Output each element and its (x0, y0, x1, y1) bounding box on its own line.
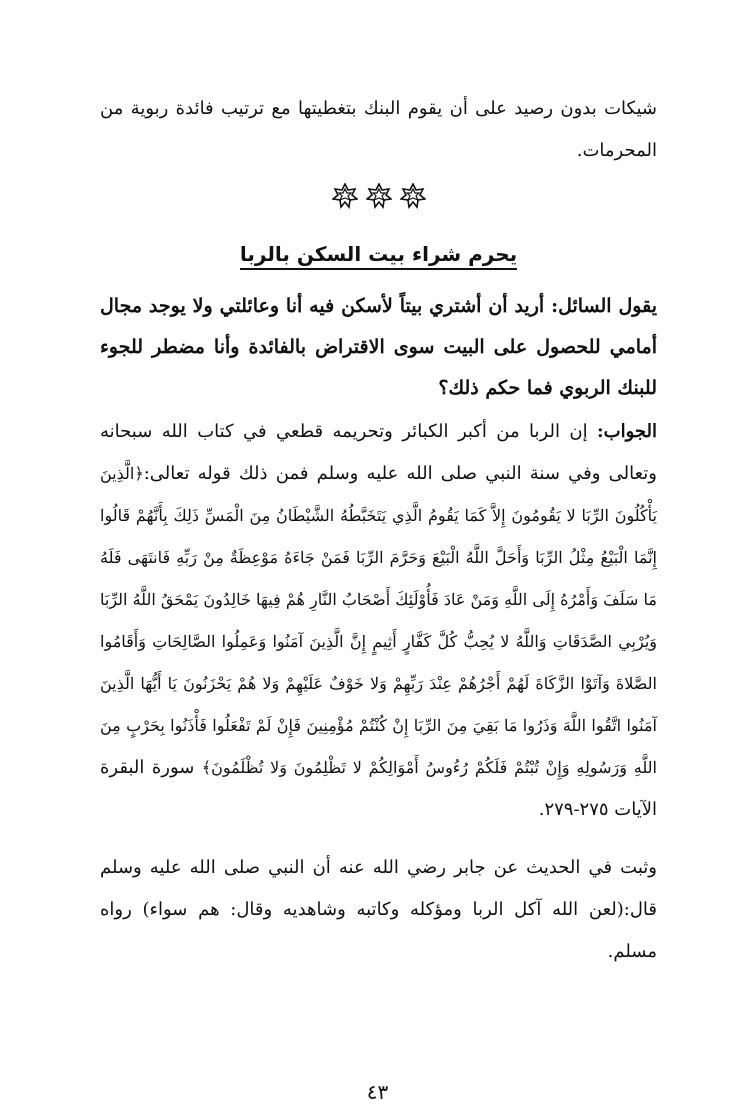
intro-paragraph: شيكات بدون رصيد على أن يقوم البنك بتغطيتها مع ترتيب فائدة ربوية من المحرمات. (100, 98, 657, 161)
answer-intro: إن الربا من أكبر الكبائر وتحريمه قطعي في كتاب الله سبحانه وتعالى وفي سنة النبي صلى الله عليه وسلم فمن ذلك قوله تعالى: (100, 421, 657, 484)
star-ornament-icon (400, 183, 426, 209)
section-heading (100, 234, 657, 274)
section-divider-ornament (100, 178, 657, 214)
section-heading-text: يحرم شراء بيت السكن بالربا (240, 242, 517, 270)
answer-paragraph (100, 411, 657, 831)
star-ornament-icon (332, 183, 358, 209)
answer-label: الجواب: (597, 421, 657, 442)
verse-citation: سورة البقرة الآيات ٢٧٥-٢٧٩. (100, 757, 657, 820)
star-ornament-icon (366, 183, 392, 209)
page-body (100, 88, 657, 1068)
hadith-paragraph: وثبت في الحديث عن جابر رضي الله عنه أن النبي صلى الله عليه وسلم قال:(لعن الله آكل الربا ومؤكله وكاتبه وشاهديه وقال: هم سواء) رواه مسلم. (100, 857, 657, 962)
question-paragraph: يقول السائل: أريد أن أشتري بيتاً لأسكن فيه أنا وعائلتي ولا يوجد مجال أمامي للحصول على البيت سوى الاقتراض بالفائدة وأنا مضطر للجوء للبنك الربوي فما حكم ذلك؟ (100, 295, 657, 399)
quran-verses: ﴿الَّذِينَ يَأْكُلُونَ الرِّبَا لا يَقُومُونَ إِلاَّ كَمَا يَقُومُ الَّذِي يَتَخَبَّطُهُ الشَّيْطَانُ مِنَ الْمَسِّ ذَلِكَ بِأَنَّهُمْ قَالُوا إِنَّمَا الْبَيْعُ مِثْلُ الرِّبَا وَأَحَلَّ اللَّهُ الْبَيْعَ وَحَرَّمَ الرِّبَا فَمَنْ جَاءَهُ مَوْعِظَةٌ مِنْ رَبِّهِ فَانتَهَى فَلَهُ مَا سَلَفَ وَأَمْرُهُ إِلَى اللَّهِ وَمَنْ عَادَ فَأُوْلَئِكَ أَصْحَابُ النَّارِ هُمْ فِيهَا خَالِدُونَ يَمْحَقُ اللَّهُ الرِّبَا وَيُرْبِي الصَّدَقَاتِ وَاللَّهُ لا يُحِبُّ كُلَّ كَفَّارٍ أَثِيمٍ إِنَّ الَّذِينَ آمَنُوا وَعَمِلُوا الصَّالِحَاتِ وَأَقَامُوا الصَّلاةَ وَآتَوْا الزَّكَاةَ لَهُمْ أَجْرُهُمْ عِنْدَ رَبِّهِمْ وَلا خَوْفٌ عَلَيْهِمْ وَلا هُمْ يَحْزَنُونَ يَا أَيُّهَا الَّذِينَ آمَنُوا اتَّقُوا اللَّهَ وَذَرُوا مَا بَقِيَ مِنَ الرِّبَا إِنْ كُنْتُمْ مُؤْمِنِينَ فَإِنْ لَمْ تَفْعَلُوا فَأْذَنُوا بِحَرْبٍ مِنَ اللَّهِ وَرَسُولِهِ وَإِنْ تُبْتُمْ فَلَكُمْ رُءُوسُ أَمْوَالِكُمْ لا تَظْلِمُونَ وَلا تُظْلَمُونَ﴾ (100, 464, 658, 777)
page-number: ٤٣ (366, 1080, 389, 1104)
